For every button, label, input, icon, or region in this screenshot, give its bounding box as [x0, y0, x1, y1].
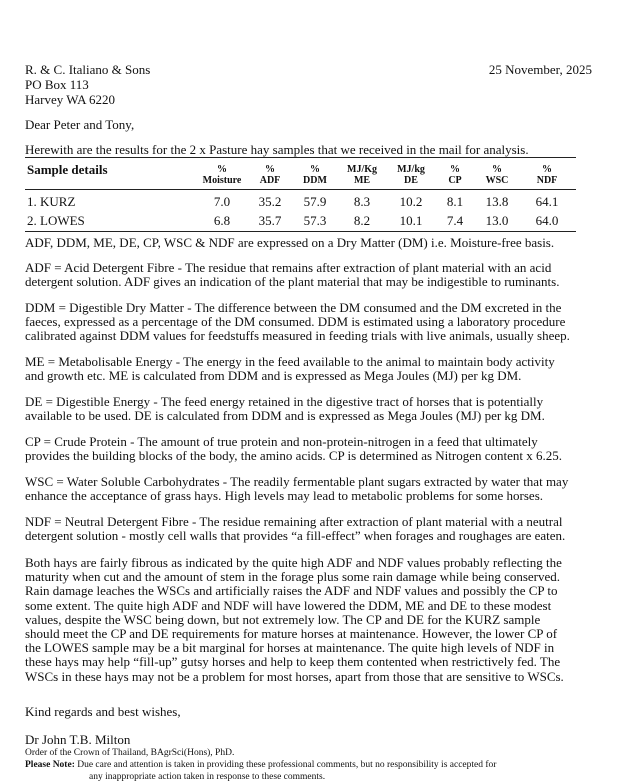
- col-header-moisture: % Moisture: [202, 164, 242, 186]
- sender-name: R. & C. Italiano & Sons: [25, 62, 151, 77]
- disclaimer-line-1: Please Note: Due care and attention is taken in providing these professional comments, but no responsibility is accepted for: [25, 760, 497, 770]
- table-cell: 10.2: [399, 194, 423, 209]
- sender-town: Harvey WA 6220: [25, 92, 116, 107]
- discussion-paragraph: Both hays are fairly fibrous as indicated by the quite high ADF and NDF values probably reflecting the maturity when cut and the amount of stem in the forage plus some rain damage while being conserved. Rain damage leaches the WSCs and artificially raises the ADF and NDF values and possibly the CP to some extent. The quite high ADF and NDF will have lowered the DDM, ME and DE to these modest values, despite the WSC being down, but not extremely low. The CP and DE for the KURZ sample should meet the CP and DE requirements for mature horses at maintenance. However, the lower CP of the LOWES sample may be a bit marginal for horses at maintenance. The quite high levels of NDF in these hays may help “fill-up” gutsy horses and help to keep them contented when restrictively fed. The WSCs in these hays may not be a problem for most horses, apart from those that are sensitive to WSCs.: [25, 555, 564, 684]
- definition-ndf: NDF = Neutral Detergent Fibre - The residue remaining after extraction of plant material with a neutral detergent solution - mostly cell walls that provides “a fill-effect” when forages and roughages are eaten.: [25, 514, 566, 544]
- definition-wsc: WSC = Water Soluble Carbohydrates - The readily fermentable plant sugars extracted by water that may enhance the acceptance of grass hays. High levels may lead to metabolic problems for some horses.: [25, 474, 569, 504]
- table-cell: 7.4: [446, 213, 464, 228]
- col-header-ndf: % NDF: [536, 164, 558, 186]
- definition-de: DE = Digestible Energy - The feed energy retained in the digestive tract of horses that is potentially available to be used. DE is calculated from DDM and is expressed as Mega Joules (MJ) per kg DM.: [25, 394, 545, 424]
- disclaimer-line-2: any inappropriate action taken in response to these comments.: [89, 772, 326, 782]
- table-cell: 35.7: [258, 213, 282, 228]
- table-cell: 10.1: [399, 213, 423, 228]
- table-cell: 57.9: [303, 194, 327, 209]
- col-header-me: MJ/Kg ME: [347, 164, 377, 186]
- closing: Kind regards and best wishes,: [25, 704, 181, 719]
- definition-cp: CP = Crude Protein - The amount of true protein and non-protein-nitrogen in a feed that ultimately provides the building blocks of the body, the amino acids. CP is determined as Nitrogen content x 6.25.: [25, 434, 562, 464]
- table-cell: 6.8: [213, 213, 231, 228]
- table-cell: 7.0: [213, 194, 231, 209]
- signature-name: Dr John T.B. Milton: [25, 732, 131, 747]
- definition-me: ME = Metabolisable Energy - The energy in the feed available to the animal to maintain body activity and growth etc. ME is calculated from DDM and is expressed as Mega Joules (MJ) per kg DM.: [25, 354, 555, 384]
- table-cell: 35.2: [258, 194, 282, 209]
- table-cell: 64.1: [535, 194, 559, 209]
- intro-text: Herewith are the results for the 2 x Pasture hay samples that we received in the mail for analysis.: [25, 142, 529, 157]
- signature-credentials: Order of the Crown of Thailand, BAgrSci(Hons), PhD.: [25, 748, 235, 758]
- sample-details-header: Sample details: [27, 162, 108, 177]
- table-bottom-rule: [25, 231, 576, 232]
- col-header-adf: % ADF: [259, 164, 281, 186]
- definition-ddm: DDM = Digestible Dry Matter - The difference between the DM consumed and the DM excreted in the faeces, expressed as a percentage of the DM consumed. DDM is estimated using a laboratory procedure calibrated against DDM values for feedstuffs measured in feeding trials with live animals, usually sheep.: [25, 300, 570, 344]
- table-row-name: 1. KURZ: [27, 194, 76, 209]
- sender-box: PO Box 113: [25, 77, 89, 92]
- dm-note: ADF, DDM, ME, DE, CP, WSC & NDF are expressed on a Dry Matter (DM) i.e. Moisture-free basis.: [25, 235, 555, 250]
- salutation: Dear Peter and Tony,: [25, 117, 135, 132]
- table-cell: 8.1: [446, 194, 464, 209]
- table-top-rule: [25, 157, 576, 158]
- table-row-name: 2. LOWES: [27, 213, 85, 228]
- definition-adf: ADF = Acid Detergent Fibre - The residue that remains after extraction of plant material with an acid detergent solution. ADF gives an indication of the plant material that may be indigestible to ruminants.: [25, 260, 560, 290]
- table-cell: 8.3: [353, 194, 371, 209]
- table-cell: 8.2: [353, 213, 371, 228]
- col-header-wsc: % WSC: [485, 164, 509, 186]
- col-header-de: MJ/kg DE: [397, 164, 425, 186]
- table-cell: 64.0: [535, 213, 559, 228]
- table-header-rule: [25, 189, 576, 190]
- table-cell: 13.8: [485, 194, 509, 209]
- table-cell: 57.3: [303, 213, 327, 228]
- col-header-ddm: % DDM: [303, 164, 327, 186]
- table-cell: 13.0: [485, 213, 509, 228]
- col-header-cp: % CP: [448, 164, 462, 186]
- letter-date: 25 November, 2025: [488, 62, 592, 77]
